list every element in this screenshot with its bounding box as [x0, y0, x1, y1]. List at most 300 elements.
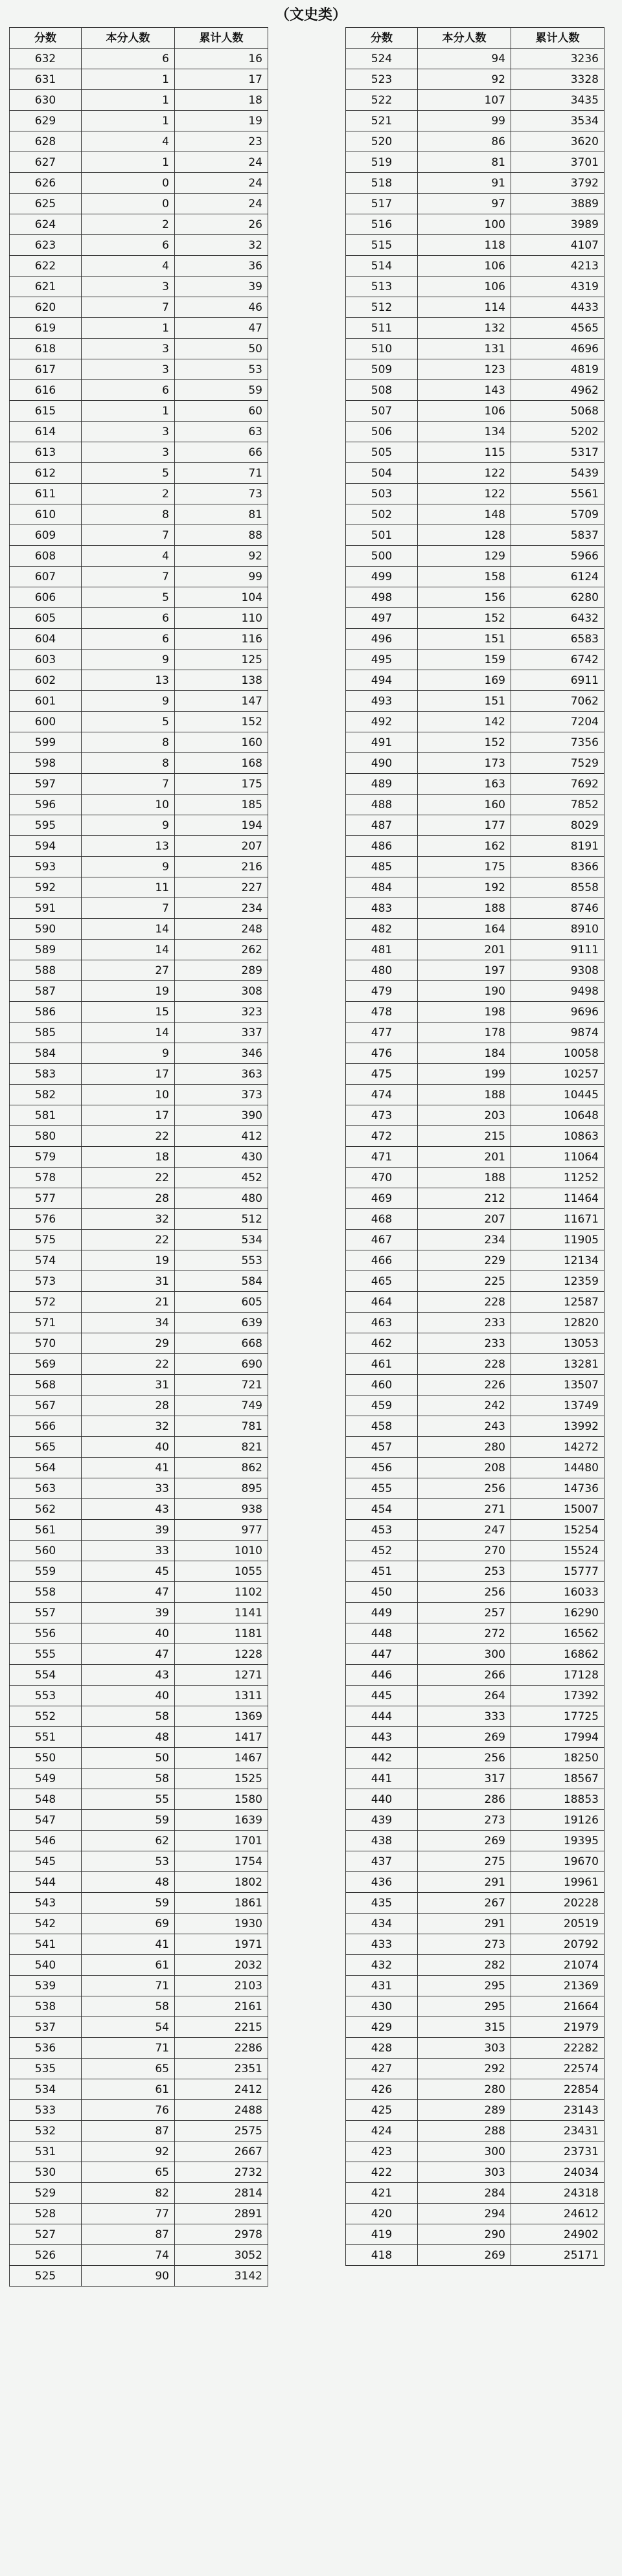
score-cell: 607 [10, 567, 82, 587]
score-cell: 428 [346, 2038, 418, 2059]
table-row [10, 401, 268, 422]
cumulative-cell: 3701 [511, 152, 605, 173]
score-cell: 609 [10, 525, 82, 546]
table-row [10, 650, 268, 670]
table-row [346, 857, 605, 877]
cumulative-cell: 480 [175, 1188, 268, 1209]
table-row [10, 1147, 268, 1168]
count-cell: 7 [82, 525, 175, 546]
score-cell: 523 [346, 69, 418, 90]
score-cell: 563 [10, 1478, 82, 1499]
score-cell: 577 [10, 1188, 82, 1209]
cumulative-cell: 3328 [511, 69, 605, 90]
table-row [346, 484, 605, 504]
score-cell: 587 [10, 981, 82, 1002]
score-cell: 508 [346, 380, 418, 401]
count-cell: 300 [418, 2141, 511, 2162]
count-cell: 207 [418, 1209, 511, 1230]
cumulative-cell: 5317 [511, 442, 605, 463]
count-cell: 273 [418, 1934, 511, 1955]
cumulative-cell: 7529 [511, 753, 605, 774]
count-cell: 243 [418, 1416, 511, 1437]
score-cell: 600 [10, 712, 82, 732]
cumulative-cell: 47 [175, 318, 268, 339]
count-cell: 28 [82, 1395, 175, 1416]
cumulative-cell: 4696 [511, 339, 605, 359]
cumulative-cell: 6742 [511, 650, 605, 670]
count-cell: 48 [82, 1727, 175, 1748]
score-cell: 598 [10, 753, 82, 774]
table-row [346, 1313, 605, 1333]
count-cell: 106 [418, 277, 511, 297]
table-row [10, 1022, 268, 1043]
count-cell: 29 [82, 1333, 175, 1354]
count-cell: 160 [418, 795, 511, 815]
cumulative-cell: 23431 [511, 2121, 605, 2141]
table-row [10, 774, 268, 795]
table-row [346, 1292, 605, 1313]
count-cell: 225 [418, 1271, 511, 1292]
score-cell: 554 [10, 1665, 82, 1686]
count-cell: 6 [82, 608, 175, 629]
table-row [10, 1271, 268, 1292]
table-row [346, 256, 605, 277]
table-row [10, 1499, 268, 1520]
table-row [346, 1354, 605, 1375]
count-cell: 90 [82, 2266, 175, 2287]
count-cell: 303 [418, 2038, 511, 2059]
table-row [346, 1209, 605, 1230]
table-row [346, 2224, 605, 2245]
table-row [346, 670, 605, 691]
score-cell: 588 [10, 960, 82, 981]
cumulative-cell: 22282 [511, 2038, 605, 2059]
table-row [10, 753, 268, 774]
count-cell: 269 [418, 2245, 511, 2266]
score-cell: 430 [346, 1996, 418, 2017]
table-row [10, 1603, 268, 1623]
cumulative-cell: 781 [175, 1416, 268, 1437]
table-row [10, 214, 268, 235]
table-row [346, 1416, 605, 1437]
count-cell: 99 [418, 111, 511, 131]
cumulative-cell: 24 [175, 152, 268, 173]
score-table-right [345, 27, 605, 2266]
score-cell: 537 [10, 2017, 82, 2038]
count-cell: 62 [82, 1831, 175, 1851]
count-cell: 92 [418, 69, 511, 90]
cumulative-cell: 14480 [511, 1458, 605, 1478]
count-cell: 13 [82, 836, 175, 857]
score-cell: 438 [346, 1831, 418, 1851]
count-cell: 77 [82, 2204, 175, 2224]
count-cell: 188 [418, 1168, 511, 1188]
score-cell: 581 [10, 1105, 82, 1126]
cumulative-cell: 862 [175, 1458, 268, 1478]
table-row [10, 670, 268, 691]
score-table-left-body [10, 49, 268, 2287]
score-cell: 529 [10, 2183, 82, 2204]
score-cell: 580 [10, 1126, 82, 1147]
cumulative-cell: 2161 [175, 1996, 268, 2017]
score-cell: 551 [10, 1727, 82, 1748]
score-cell: 568 [10, 1375, 82, 1395]
table-row [346, 1706, 605, 1727]
score-cell: 626 [10, 173, 82, 194]
score-cell: 543 [10, 1893, 82, 1914]
cumulative-cell: 584 [175, 1271, 268, 1292]
cumulative-cell: 11064 [511, 1147, 605, 1168]
score-cell: 480 [346, 960, 418, 981]
score-cell: 618 [10, 339, 82, 359]
score-cell: 487 [346, 815, 418, 836]
table-row [10, 1043, 268, 1064]
cumulative-cell: 16 [175, 49, 268, 69]
table-row [10, 525, 268, 546]
cumulative-cell: 534 [175, 1230, 268, 1250]
table-row [346, 318, 605, 339]
cumulative-cell: 1141 [175, 1603, 268, 1623]
score-cell: 475 [346, 1064, 418, 1085]
cumulative-cell: 6432 [511, 608, 605, 629]
score-cell: 574 [10, 1250, 82, 1271]
score-cell: 519 [346, 152, 418, 173]
count-cell: 1 [82, 318, 175, 339]
score-cell: 531 [10, 2141, 82, 2162]
count-cell: 201 [418, 1147, 511, 1168]
count-cell: 295 [418, 1976, 511, 1996]
cumulative-cell: 17 [175, 69, 268, 90]
score-cell: 505 [346, 442, 418, 463]
table-row [10, 1665, 268, 1686]
table-row [10, 2059, 268, 2079]
score-cell: 474 [346, 1085, 418, 1105]
count-cell: 43 [82, 1665, 175, 1686]
cumulative-cell: 21074 [511, 1955, 605, 1976]
count-cell: 289 [418, 2100, 511, 2121]
cumulative-cell: 39 [175, 277, 268, 297]
cumulative-cell: 16562 [511, 1623, 605, 1644]
cumulative-cell: 5709 [511, 504, 605, 525]
table-row [346, 608, 605, 629]
table-row [10, 152, 268, 173]
count-cell: 58 [82, 1706, 175, 1727]
table-row [346, 1996, 605, 2017]
table-row [346, 2162, 605, 2183]
score-cell: 446 [346, 1665, 418, 1686]
table-row [346, 960, 605, 981]
score-cell: 518 [346, 173, 418, 194]
cumulative-cell: 168 [175, 753, 268, 774]
score-cell: 493 [346, 691, 418, 712]
count-cell: 295 [418, 1996, 511, 2017]
table-row [10, 1748, 268, 1768]
cumulative-cell: 13992 [511, 1416, 605, 1437]
cumulative-cell: 59 [175, 380, 268, 401]
score-cell: 620 [10, 297, 82, 318]
count-cell: 19 [82, 981, 175, 1002]
table-row [346, 504, 605, 525]
count-cell: 188 [418, 898, 511, 919]
table-row [10, 463, 268, 484]
cumulative-cell: 9111 [511, 940, 605, 960]
table-row [10, 1934, 268, 1955]
table-row [10, 836, 268, 857]
count-cell: 14 [82, 919, 175, 940]
score-cell: 482 [346, 919, 418, 940]
cumulative-cell: 17128 [511, 1665, 605, 1686]
table-row [10, 1872, 268, 1893]
count-cell: 148 [418, 504, 511, 525]
score-cell: 460 [346, 1375, 418, 1395]
score-cell: 464 [346, 1292, 418, 1313]
table-row [346, 1727, 605, 1748]
score-cell: 483 [346, 898, 418, 919]
count-cell: 10 [82, 795, 175, 815]
cumulative-cell: 412 [175, 1126, 268, 1147]
table-row [346, 214, 605, 235]
count-cell: 197 [418, 960, 511, 981]
cumulative-cell: 1525 [175, 1768, 268, 1789]
score-cell: 613 [10, 442, 82, 463]
table-row [10, 2141, 268, 2162]
cumulative-cell: 138 [175, 670, 268, 691]
cumulative-cell: 8366 [511, 857, 605, 877]
score-cell: 546 [10, 1831, 82, 1851]
count-cell: 317 [418, 1768, 511, 1789]
count-cell: 21 [82, 1292, 175, 1313]
table-row [10, 1582, 268, 1603]
count-cell: 4 [82, 131, 175, 152]
table-row [346, 2059, 605, 2079]
count-cell: 290 [418, 2224, 511, 2245]
cumulative-cell: 6911 [511, 670, 605, 691]
cumulative-cell: 11905 [511, 1230, 605, 1250]
cumulative-cell: 19395 [511, 1831, 605, 1851]
count-cell: 247 [418, 1520, 511, 1541]
cumulative-cell: 24318 [511, 2183, 605, 2204]
cumulative-cell: 10445 [511, 1085, 605, 1105]
table-row [346, 49, 605, 69]
table-row [10, 422, 268, 442]
cumulative-cell: 22854 [511, 2079, 605, 2100]
score-cell: 507 [346, 401, 418, 422]
cumulative-cell: 721 [175, 1375, 268, 1395]
score-cell: 621 [10, 277, 82, 297]
count-cell: 27 [82, 960, 175, 981]
score-cell: 542 [10, 1914, 82, 1934]
table-row [10, 1831, 268, 1851]
count-cell: 118 [418, 235, 511, 256]
count-cell: 94 [418, 49, 511, 69]
cumulative-cell: 1467 [175, 1748, 268, 1768]
score-cell: 517 [346, 194, 418, 214]
cumulative-cell: 7852 [511, 795, 605, 815]
cumulative-cell: 2667 [175, 2141, 268, 2162]
cumulative-cell: 8029 [511, 815, 605, 836]
cumulative-cell: 20228 [511, 1893, 605, 1914]
table-row [346, 1147, 605, 1168]
count-cell: 9 [82, 1043, 175, 1064]
table-row [10, 69, 268, 90]
cumulative-cell: 25171 [511, 2245, 605, 2266]
table-row [10, 1789, 268, 1810]
table-row [346, 463, 605, 484]
score-cell: 423 [346, 2141, 418, 2162]
count-cell: 71 [82, 1976, 175, 1996]
cumulative-cell: 18853 [511, 1789, 605, 1810]
cumulative-cell: 160 [175, 732, 268, 753]
cumulative-cell: 12134 [511, 1250, 605, 1271]
count-cell: 31 [82, 1271, 175, 1292]
cumulative-cell: 19670 [511, 1851, 605, 1872]
count-cell: 61 [82, 1955, 175, 1976]
score-cell: 599 [10, 732, 82, 753]
count-cell: 282 [418, 1955, 511, 1976]
table-row [346, 732, 605, 753]
score-cell: 567 [10, 1395, 82, 1416]
table-row [10, 1458, 268, 1478]
score-cell: 473 [346, 1105, 418, 1126]
count-cell: 122 [418, 463, 511, 484]
cumulative-cell: 71 [175, 463, 268, 484]
count-cell: 10 [82, 1085, 175, 1105]
header-count: 本分人数 [82, 28, 175, 49]
score-cell: 486 [346, 836, 418, 857]
score-cell: 566 [10, 1416, 82, 1437]
count-cell: 5 [82, 712, 175, 732]
count-cell: 19 [82, 1250, 175, 1271]
count-cell: 123 [418, 359, 511, 380]
score-cell: 594 [10, 836, 82, 857]
count-cell: 50 [82, 1748, 175, 1768]
table-row [10, 339, 268, 359]
score-cell: 612 [10, 463, 82, 484]
score-cell: 579 [10, 1147, 82, 1168]
count-cell: 9 [82, 815, 175, 836]
score-cell: 606 [10, 587, 82, 608]
count-cell: 233 [418, 1333, 511, 1354]
table-row [10, 815, 268, 836]
count-cell: 6 [82, 235, 175, 256]
cumulative-cell: 92 [175, 546, 268, 567]
count-cell: 257 [418, 1603, 511, 1623]
score-cell: 614 [10, 422, 82, 442]
count-cell: 15 [82, 1002, 175, 1022]
count-cell: 71 [82, 2038, 175, 2059]
count-cell: 156 [418, 587, 511, 608]
count-cell: 58 [82, 1996, 175, 2017]
table-row [346, 152, 605, 173]
count-cell: 39 [82, 1603, 175, 1623]
score-cell: 463 [346, 1313, 418, 1333]
score-cell: 497 [346, 608, 418, 629]
table-row [10, 1105, 268, 1126]
score-cell: 501 [346, 525, 418, 546]
cumulative-cell: 13053 [511, 1333, 605, 1354]
cumulative-cell: 22574 [511, 2059, 605, 2079]
cumulative-cell: 125 [175, 650, 268, 670]
table-row [346, 2204, 605, 2224]
score-cell: 631 [10, 69, 82, 90]
cumulative-cell: 3889 [511, 194, 605, 214]
cumulative-cell: 2488 [175, 2100, 268, 2121]
count-cell: 4 [82, 546, 175, 567]
count-cell: 40 [82, 1437, 175, 1458]
count-cell: 178 [418, 1022, 511, 1043]
table-row [10, 1085, 268, 1105]
cumulative-cell: 5837 [511, 525, 605, 546]
cumulative-cell: 17392 [511, 1686, 605, 1706]
table-row [10, 2266, 268, 2287]
count-cell: 40 [82, 1623, 175, 1644]
score-cell: 506 [346, 422, 418, 442]
score-cell: 573 [10, 1271, 82, 1292]
score-cell: 564 [10, 1458, 82, 1478]
table-row [346, 2100, 605, 2121]
table-row [346, 919, 605, 940]
cumulative-cell: 24 [175, 194, 268, 214]
score-cell: 536 [10, 2038, 82, 2059]
cumulative-cell: 15007 [511, 1499, 605, 1520]
cumulative-cell: 19 [175, 111, 268, 131]
count-cell: 190 [418, 981, 511, 1002]
score-cell: 627 [10, 152, 82, 173]
count-cell: 269 [418, 1831, 511, 1851]
cumulative-cell: 81 [175, 504, 268, 525]
count-cell: 291 [418, 1872, 511, 1893]
cumulative-cell: 60 [175, 401, 268, 422]
score-cell: 455 [346, 1478, 418, 1499]
cumulative-cell: 11252 [511, 1168, 605, 1188]
score-cell: 465 [346, 1271, 418, 1292]
cumulative-cell: 1228 [175, 1644, 268, 1665]
table-row [346, 877, 605, 898]
count-cell: 7 [82, 898, 175, 919]
score-cell: 570 [10, 1333, 82, 1354]
count-cell: 74 [82, 2245, 175, 2266]
score-cell: 520 [346, 131, 418, 152]
score-cell: 512 [346, 297, 418, 318]
score-cell: 604 [10, 629, 82, 650]
cumulative-cell: 5561 [511, 484, 605, 504]
cumulative-cell: 104 [175, 587, 268, 608]
score-cell: 611 [10, 484, 82, 504]
count-cell: 82 [82, 2183, 175, 2204]
table-row [346, 1105, 605, 1126]
cumulative-cell: 690 [175, 1354, 268, 1375]
score-cell: 630 [10, 90, 82, 111]
count-cell: 132 [418, 318, 511, 339]
score-cell: 560 [10, 1541, 82, 1561]
score-cell: 462 [346, 1333, 418, 1354]
table-row [10, 1996, 268, 2017]
score-cell: 510 [346, 339, 418, 359]
cumulative-cell: 3142 [175, 2266, 268, 2287]
table-row [10, 484, 268, 504]
count-cell: 87 [82, 2121, 175, 2141]
table-row [10, 256, 268, 277]
cumulative-cell: 262 [175, 940, 268, 960]
score-cell: 515 [346, 235, 418, 256]
cumulative-cell: 1580 [175, 1789, 268, 1810]
cumulative-cell: 66 [175, 442, 268, 463]
count-cell: 59 [82, 1810, 175, 1831]
cumulative-cell: 248 [175, 919, 268, 940]
cumulative-cell: 24612 [511, 2204, 605, 2224]
count-cell: 3 [82, 277, 175, 297]
count-cell: 253 [418, 1561, 511, 1582]
